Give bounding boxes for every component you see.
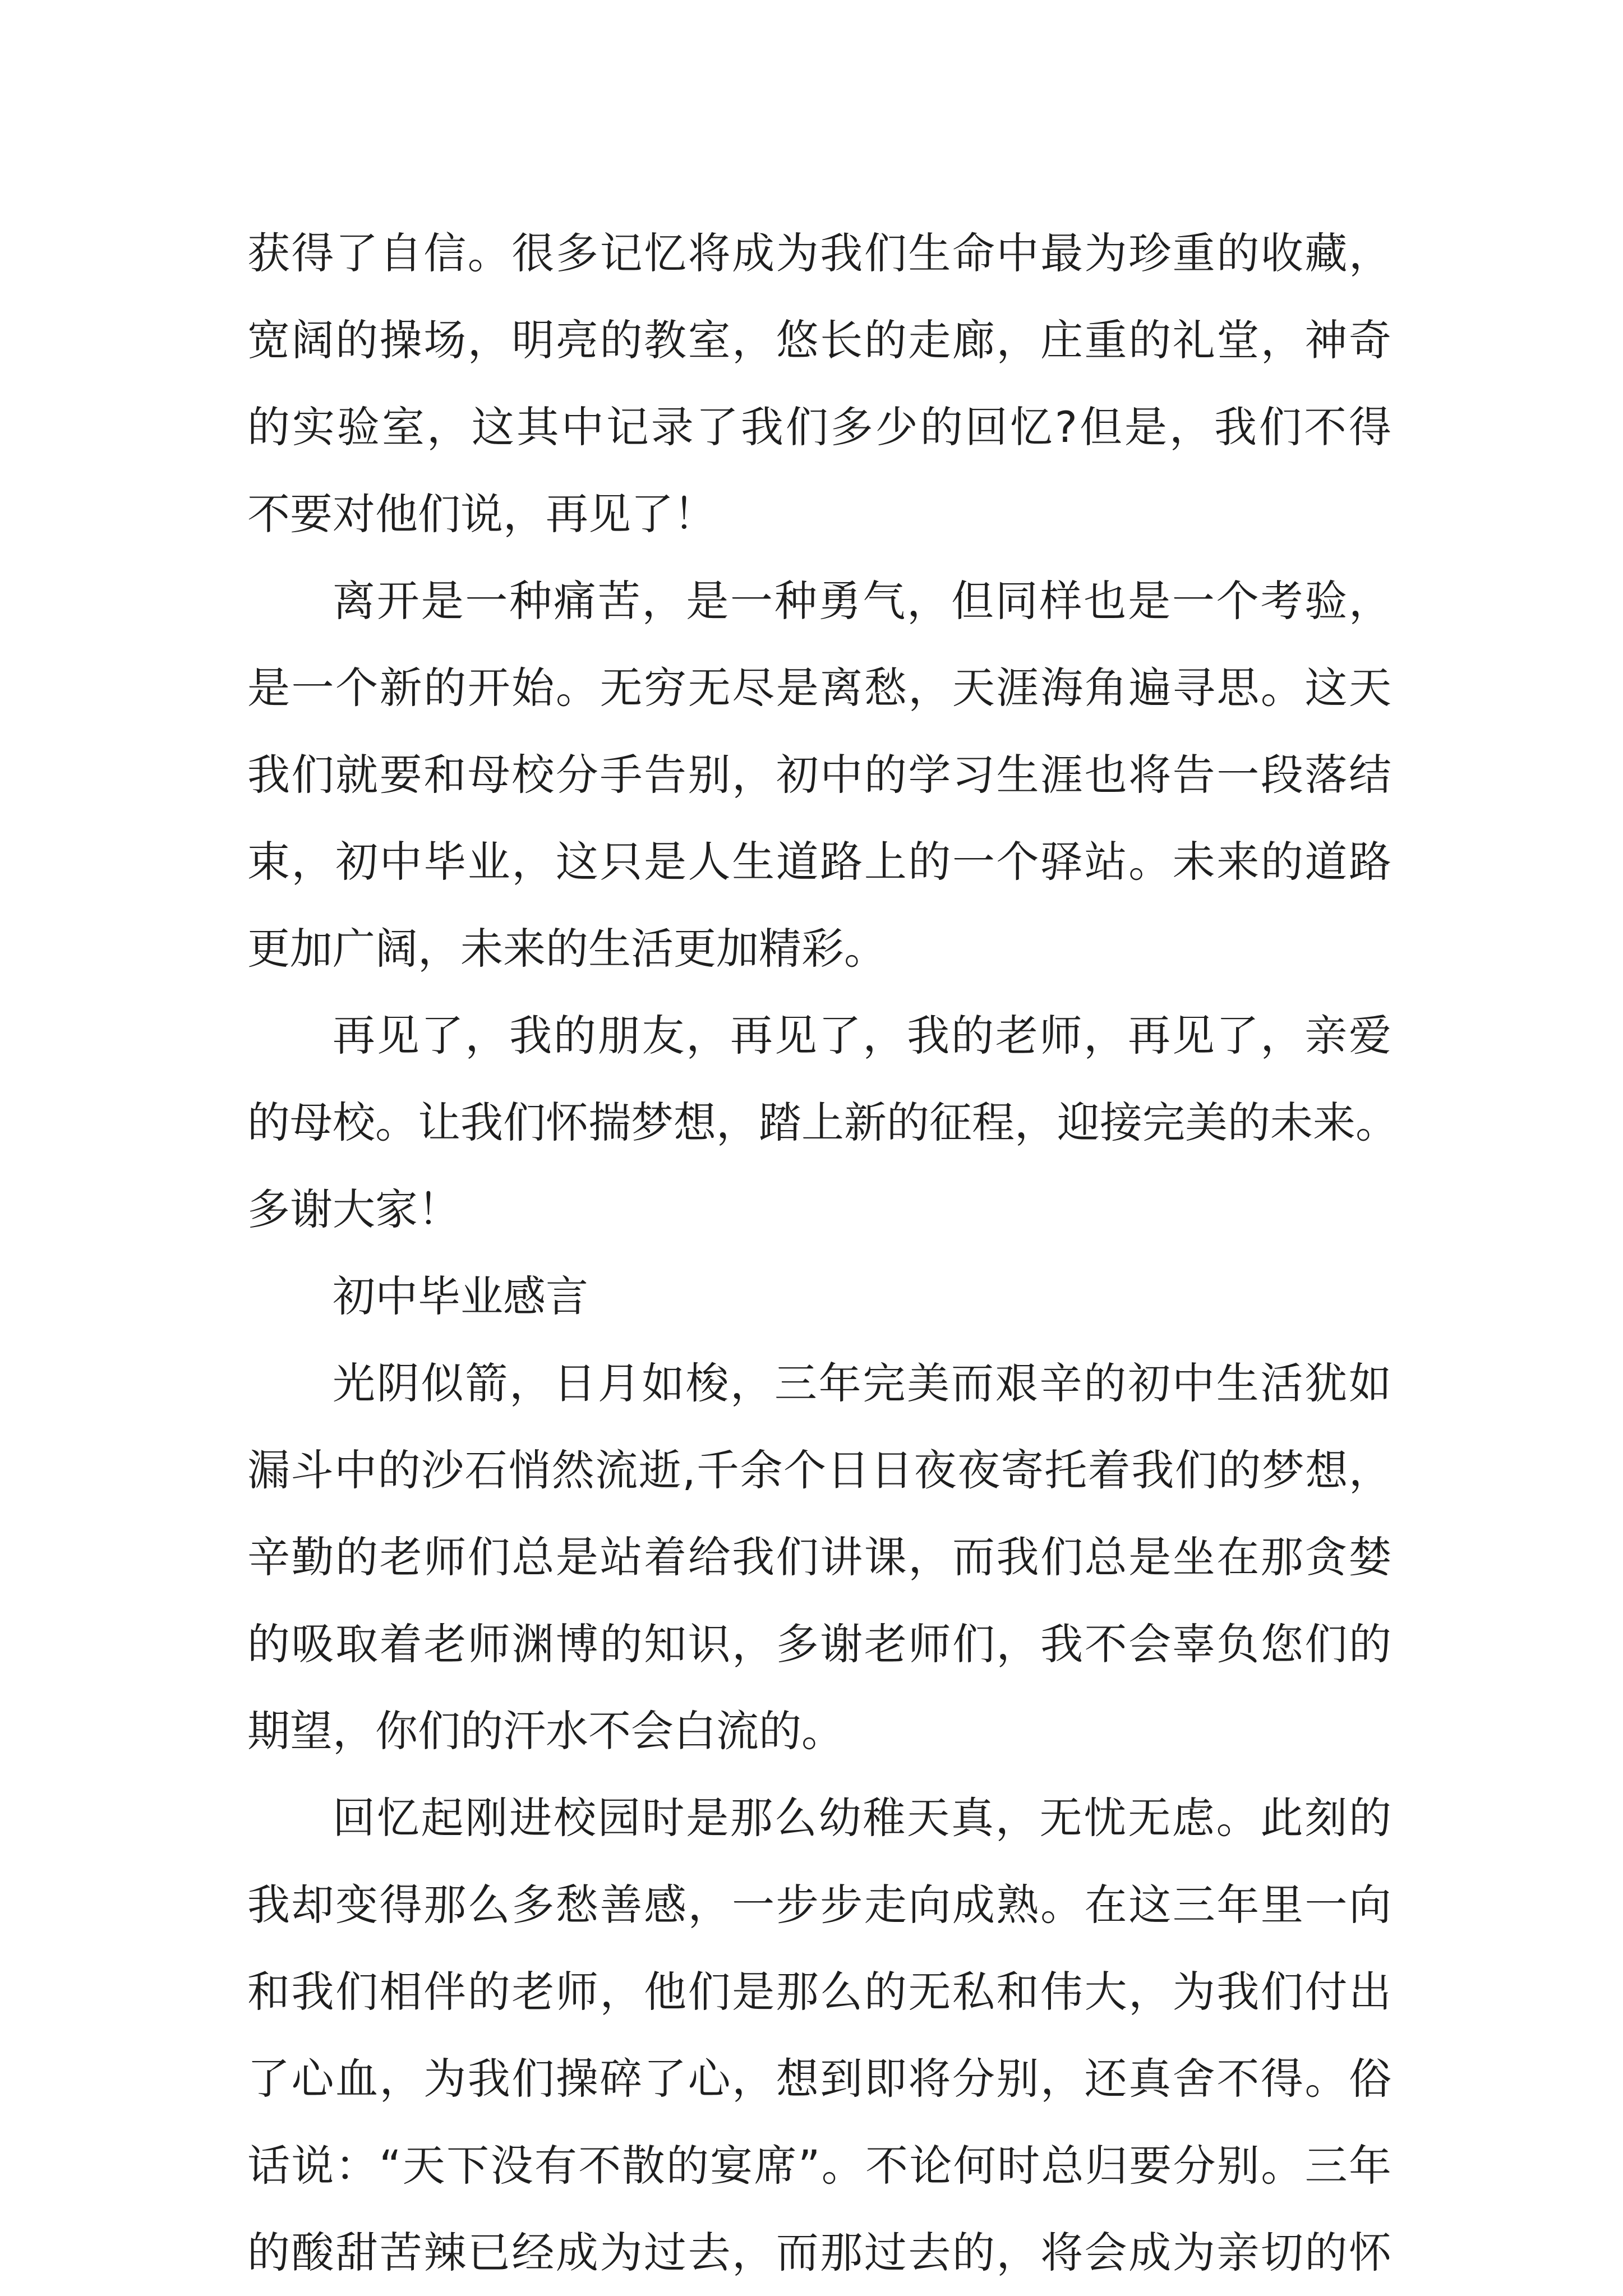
text-line: 的母校。让我们怀揣梦想，踏上新的征程，迎接完美的未来。 [247, 1098, 1398, 1147]
text-line: 更加广阔，未来的生活更加精彩。 [247, 924, 887, 974]
section-heading [247, 1253, 1391, 1340]
text-line: 我却变得那么多愁善感，一步步走向成熟。在这三年里一向 [247, 1880, 1391, 1930]
text-line: 漏斗中的沙石悄然流逝,千余个日日夜夜寄托着我们的梦想， [247, 1445, 1391, 1495]
text-line: 光阴似箭，日月如梭，三年完美而艰辛的初中生活犹如 [333, 1358, 1391, 1408]
paragraph [247, 1340, 1391, 1774]
text-line: 回忆起刚进校园时是那么幼稚天真，无忧无虑。此刻的 [333, 1793, 1391, 1843]
paragraph [247, 557, 1391, 992]
text-line: 的吸取着老师渊博的知识，多谢老师们，我不会辜负您们的 [247, 1619, 1391, 1669]
body-text [247, 210, 1398, 2296]
text-line: 是一个新的开始。无穷无尽是离愁，天涯海角遍寻思。这天 [247, 663, 1391, 713]
text-line: 宽阔的操场，明亮的教室，悠长的走廊，庄重的礼堂，神奇 [247, 315, 1391, 365]
text-line: 的实验室，这其中记录了我们多少的回忆?但是，我们不得 [247, 402, 1391, 452]
text-line: 离开是一种痛苦，是一种勇气，但同样也是一个考验， [333, 576, 1391, 626]
text-line: 束，初中毕业，这只是人生道路上的一个驿站。未来的道路 [247, 837, 1391, 887]
text-line: 再见了，我的朋友，再见了，我的老师，再见了，亲爱 [333, 1011, 1391, 1061]
text-line: 期望，你们的汗水不会白流的。 [247, 1706, 844, 1756]
text-line: 我们就要和母校分手告别，初中的学习生涯也将告一段落结 [247, 750, 1391, 800]
text-line: 的酸甜苦辣已经成为过去，而那过去的，将会成为亲切的怀 [247, 2228, 1391, 2277]
text-line: 多谢大家！ [247, 1184, 460, 1234]
text-line: 和我们相伴的老师，他们是那么的无私和伟大，为我们付出 [247, 1967, 1391, 2017]
paragraph [247, 992, 1398, 1253]
paragraph [247, 1774, 1391, 2296]
text-line: 辛勤的老师们总是站着给我们讲课，而我们总是坐在那贪婪 [247, 1532, 1391, 1582]
heading-text: 初中毕业感言 [333, 1271, 588, 1321]
text-line: 获得了自信。很多记忆将成为我们生命中最为珍重的收藏， [247, 228, 1391, 278]
text-line: 不要对他们说，再见了！ [247, 489, 716, 539]
paragraph [247, 210, 1391, 557]
text-line: 话说：“天下没有不散的宴席”。不论何时总归要分别。三年 [247, 2141, 1391, 2191]
text-line: 了心血，为我们操碎了心，想到即将分别，还真舍不得。俗 [247, 2054, 1391, 2104]
